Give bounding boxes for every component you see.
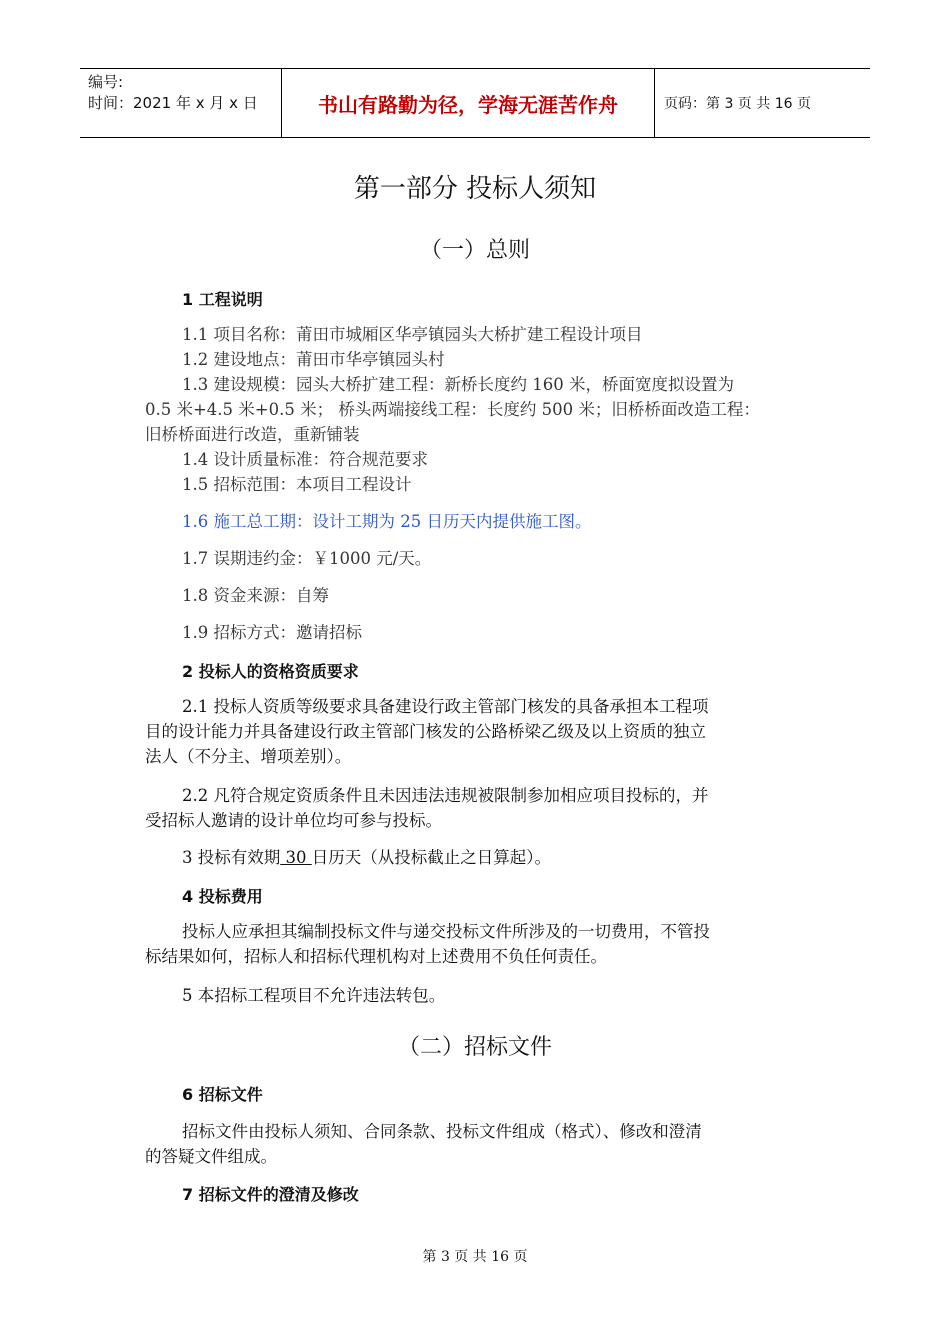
item-1-8: 1.8 资金来源：自筹 <box>182 586 329 605</box>
item-2-2-line1: 2.2 凡符合规定资质条件且未因违法违规被限制参加相应项目投标的，并 <box>182 786 709 805</box>
header-page: 页码：第 3 页 共 16 页 <box>664 96 811 112</box>
item-1-5: 1.5 招标范围：本项目工程设计 <box>182 475 412 494</box>
item-2-1-line1: 2.1 投标人资质等级要求具备建设行政主管部门核发的具备承担本工程项 <box>182 697 709 716</box>
item-1-4: 1.4 设计质量标准：符合规范要求 <box>182 450 428 469</box>
item-2-2-line2: 受招标人邀请的设计单位均可参与投标。 <box>145 811 442 830</box>
time-label: 时间：2021 年 x 月 x 日 <box>88 94 258 112</box>
item-1-6: 1.6 施工总工期：设计工期为 25 日历天内提供施工图。 <box>182 512 592 531</box>
item-6-line1: 招标文件由投标人须知、合同条款、投标文件组成（格式）、修改和澄清 <box>182 1122 702 1141</box>
item-1-2: 1.2 建设地点：莆田市华亭镇园头村 <box>182 350 445 369</box>
validity-note: 日历天（从投标截止之日算起）。 <box>311 848 551 867</box>
item-1-7: 1.7 误期违约金：￥1000 元/天。 <box>182 549 432 568</box>
heading-tender-documents: 6 招标文件 <box>182 1085 263 1104</box>
header-meta <box>80 69 281 137</box>
item-4-line1: 投标人应承担其编制投标文件与递交投标文件所涉及的一切费用，不管投 <box>182 922 710 941</box>
item-5: 5 本招标工程项目不允许违法转包。 <box>182 986 446 1005</box>
item-4-line2: 标结果如何，招标人和招标代理机构对上述费用不负任何责任。 <box>145 947 607 966</box>
item-1-3-line3: 旧桥桥面进行改造，重新铺装 <box>145 425 360 444</box>
validity-days: 30 <box>280 848 312 867</box>
number-label: 编号: <box>88 73 124 91</box>
item-2-1-line3: 法人（不分主、增项差别）。 <box>145 747 352 766</box>
item-1-9: 1.9 招标方式：邀请招标 <box>182 623 362 642</box>
item-1-3-line2: 0.5 米+4.5 米+0.5 米； 桥头两端接线工程：长度约 500 米；旧桥桥面改造工程： <box>145 400 760 419</box>
part-title: 第一部分 投标人须知 <box>353 174 597 204</box>
header-motto: 书山有路勤为径，学海无涯苦作舟 <box>281 69 655 137</box>
heading-bid-cost: 4 投标费用 <box>182 887 263 906</box>
item-2-1-line2: 目的设计能力并具备建设行政主管部门核发的公路桥梁乙级及以上资质的独立 <box>145 722 706 741</box>
section-title-general: （一）总则 <box>419 238 530 263</box>
heading-qualification: 2 投标人的资格资质要求 <box>182 662 359 681</box>
item-1-3-line1: 1.3 建设规模：园头大桥扩建工程：新桥长度约 160 米，桥面宽度拟设置为 <box>182 375 734 394</box>
section-title-documents: （二）招标文件 <box>397 1035 552 1060</box>
page-footer: 第 3 页 共 16 页 <box>422 1249 528 1265</box>
heading-clarification: 7 招标文件的澄清及修改 <box>182 1185 359 1204</box>
page-header <box>80 68 870 138</box>
item-6-line2: 的答疑文件组成。 <box>145 1147 277 1166</box>
validity-label: 3 投标有效期 <box>182 848 281 867</box>
item-1-1: 1.1 项目名称：莆田市城厢区华亭镇园头大桥扩建工程设计项目 <box>182 325 643 344</box>
heading-project-description: 1 工程说明 <box>182 290 263 309</box>
item-3-validity <box>182 845 551 870</box>
